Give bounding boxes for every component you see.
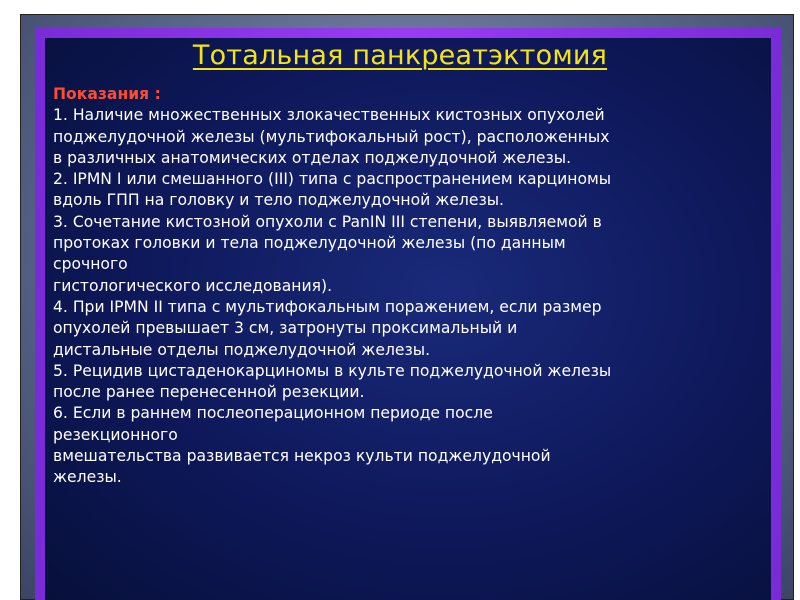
indication-line: в различных анатомических отделах поджелудочной железы. — [53, 148, 572, 167]
indication-item-4 — [53, 297, 753, 361]
indication-line: гистологического исследования). — [53, 276, 333, 295]
indication-item-2 — [53, 169, 753, 212]
indication-line: 1. Наличие множественных злокачественных кистозных опухолей — [53, 106, 605, 125]
indication-line: дистальные отделы поджелудочной железы. — [53, 340, 431, 359]
indication-line: резекционного — [53, 425, 178, 444]
indication-line: вмешательства развивается некроз культи поджелудочной — [53, 447, 551, 466]
indication-line: вдоль ГПП на головку и тело поджелудочной железы. — [53, 191, 505, 210]
indication-line: опухолей превышает 3 см, затронуты проксимальный и — [53, 319, 518, 338]
indication-line: 2. IPMN I или смешанного (III) типа с распространением карциномы — [53, 170, 612, 189]
indication-line: 5. Рецидив цистаденокарциномы в культе поджелудочной железы — [53, 361, 612, 380]
indication-item-3 — [53, 212, 753, 297]
indication-line: 3. Сочетание кистозной опухоли с PanIN III степени, выявляемой в — [53, 212, 602, 231]
indication-line: 6. Если в раннем послеоперационном периоде после — [53, 404, 493, 423]
slide-title: Тотальная панкреатэктомия — [192, 40, 608, 71]
indication-line: после ранее перенесенной резекции. — [53, 383, 365, 402]
indication-line: железы. — [53, 468, 122, 487]
indication-line: 4. При IPMN II типа с мультифокальным поражением, если размер — [53, 297, 602, 316]
indication-item-6 — [53, 403, 753, 488]
indication-line: поджелудочной железы (мультифокальный рост), расположенных — [53, 127, 610, 146]
indications-heading: Показания : — [53, 85, 161, 103]
indication-item-5 — [53, 361, 753, 404]
indication-item-1 — [53, 105, 753, 169]
indication-line: срочного — [53, 255, 128, 274]
indication-line: протоках головки и тела поджелудочной железы (по данным — [53, 234, 566, 253]
slide-body — [53, 84, 753, 489]
